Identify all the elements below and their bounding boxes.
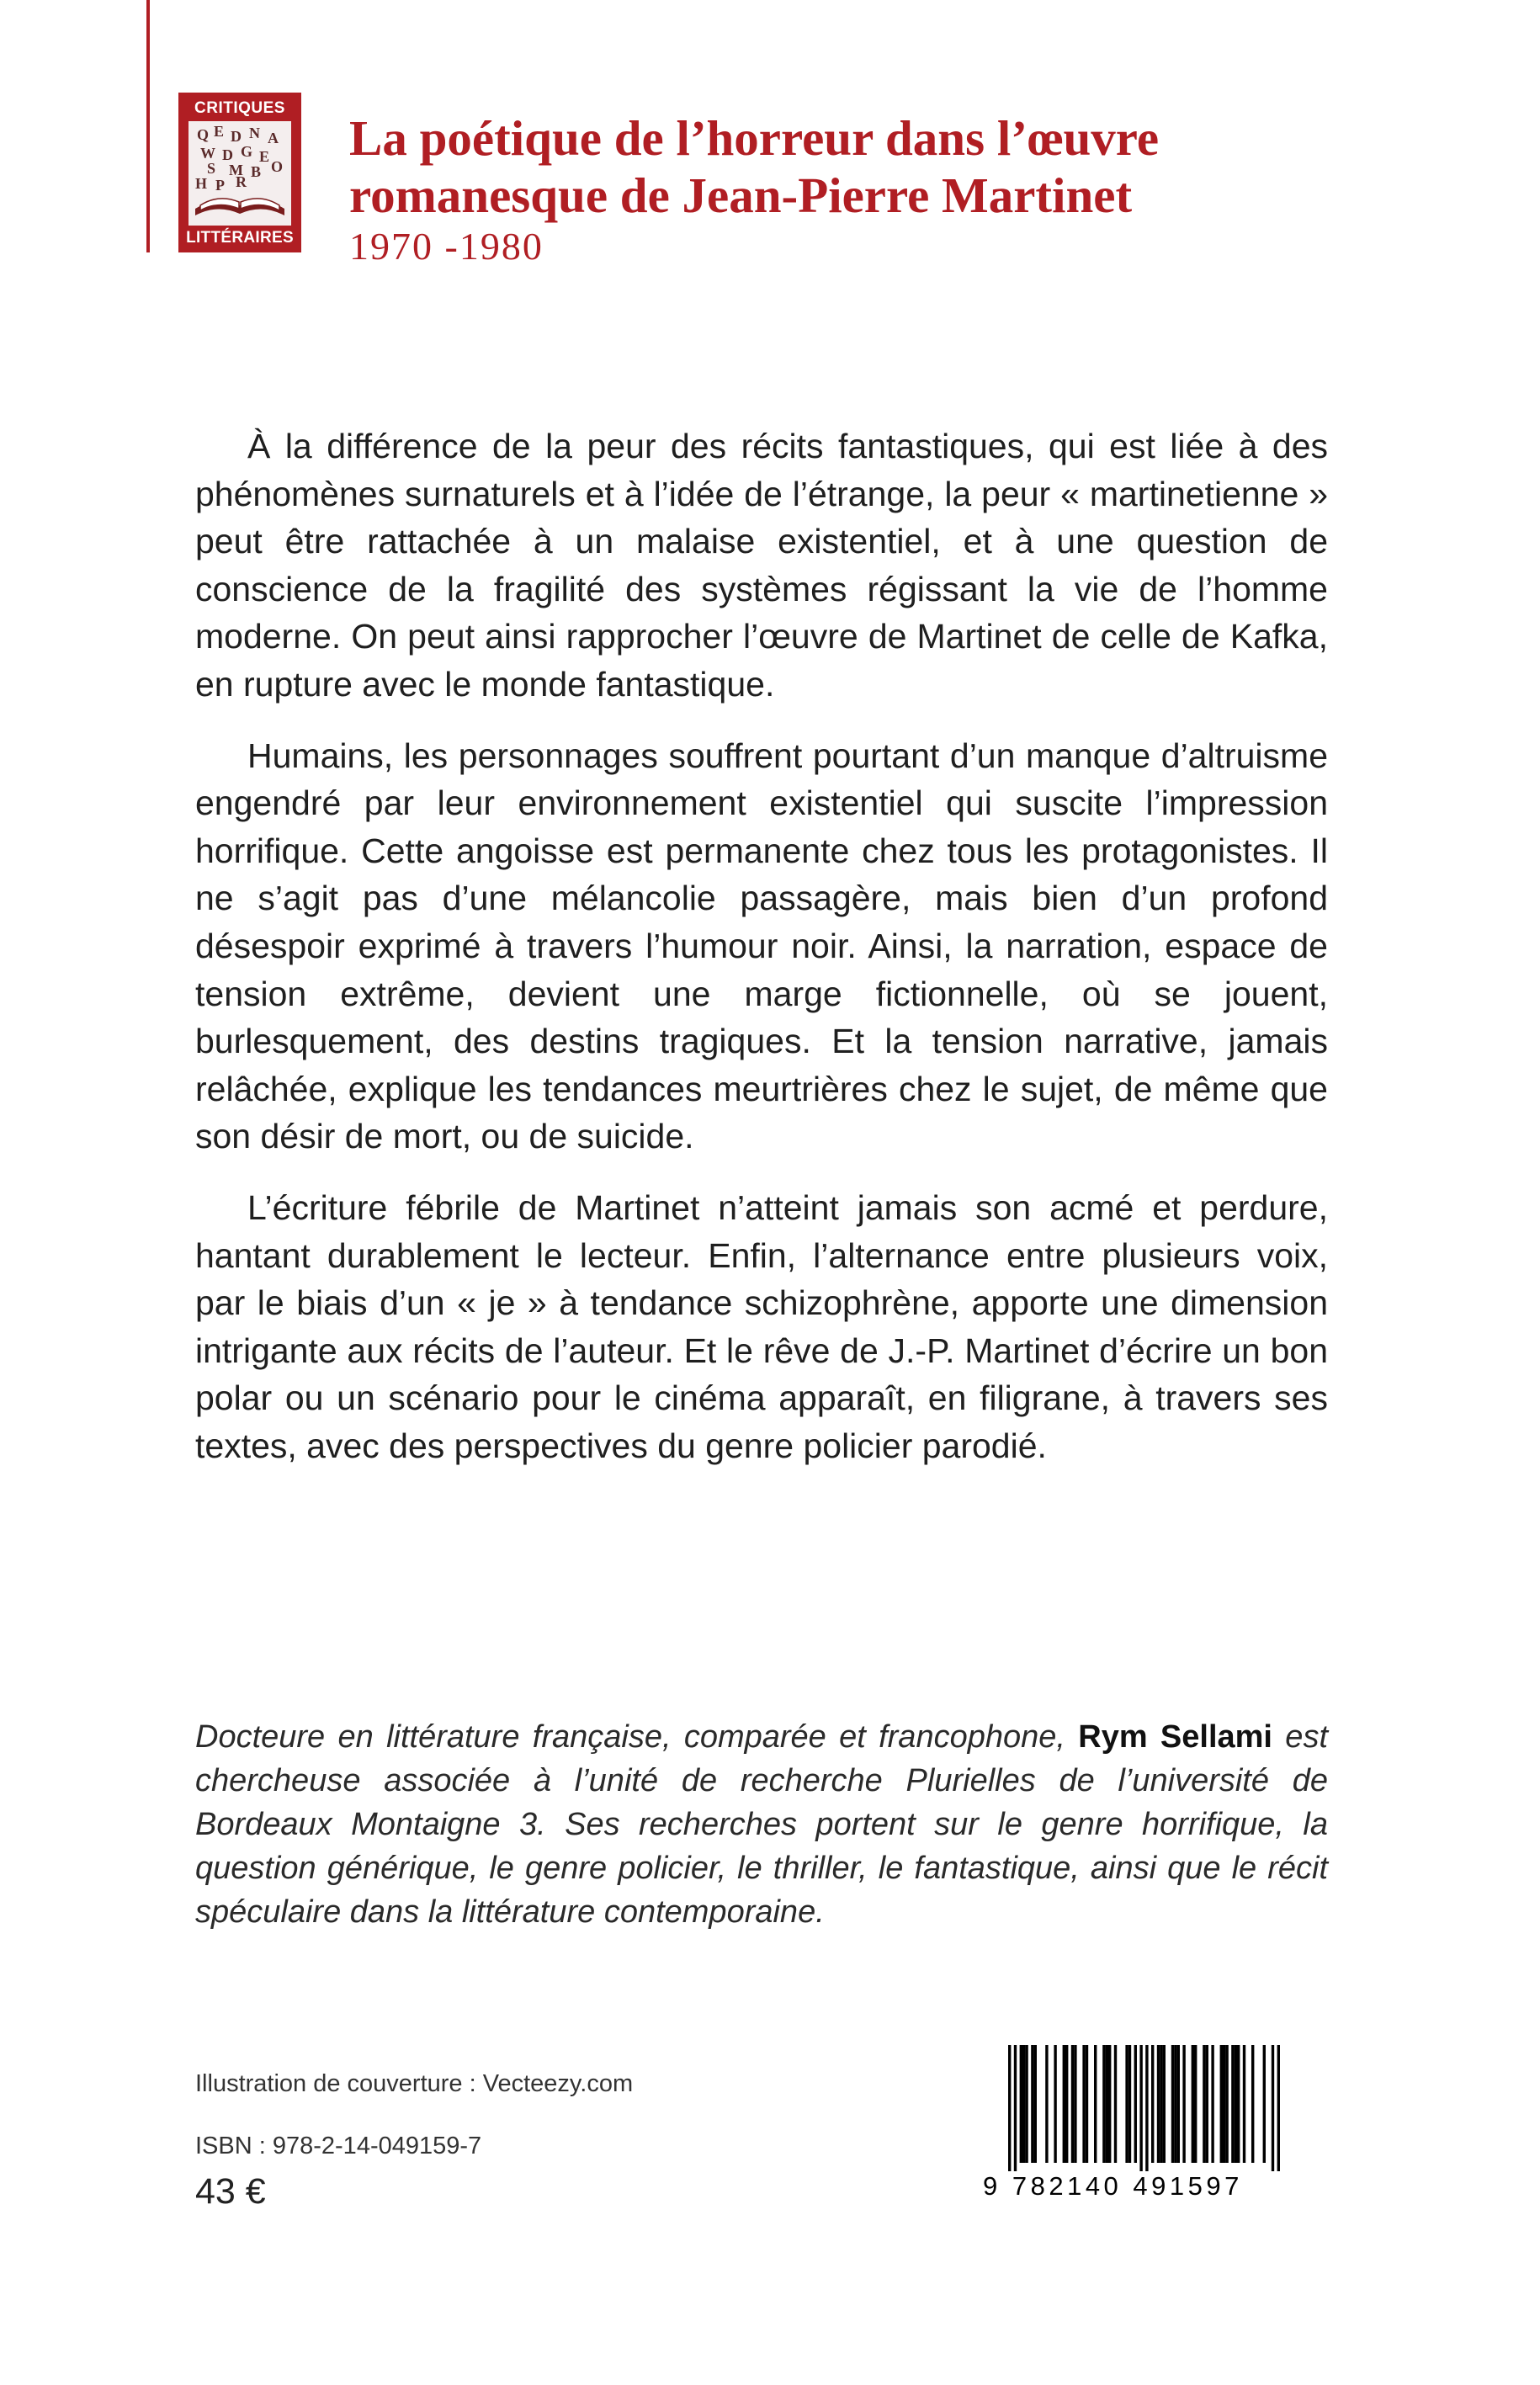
- svg-text:E: E: [259, 148, 270, 165]
- isbn: ISBN : 978-2-14-049159-7: [195, 2133, 482, 2159]
- barcode-bar: [1082, 2045, 1085, 2163]
- svg-text:D: D: [222, 146, 233, 163]
- barcode-bar: [1192, 2045, 1194, 2163]
- barcode-bar: [1031, 2045, 1033, 2163]
- barcode-bar: [1182, 2045, 1185, 2163]
- barcode-bar: [1223, 2045, 1225, 2163]
- book-summary: [195, 422, 1328, 1493]
- price: 43 €: [195, 2171, 266, 2212]
- book-title: [349, 109, 1443, 224]
- svg-text:M: M: [229, 162, 243, 178]
- series-logo-line2: LITTÉRAIRES: [186, 229, 294, 247]
- barcode-bar: [1211, 2045, 1213, 2163]
- svg-text:R: R: [236, 173, 247, 190]
- barcode-bar: [1145, 2045, 1148, 2171]
- barcode-bar: [1054, 2045, 1056, 2163]
- barcode-bar: [1231, 2045, 1234, 2163]
- barcode-bar: [1014, 2045, 1017, 2171]
- svg-text:H: H: [195, 175, 208, 192]
- barcode-bar: [1114, 2045, 1117, 2163]
- barcode-bar: [1177, 2045, 1180, 2163]
- barcode-bar: [1151, 2045, 1154, 2163]
- barcode-bar: [1220, 2045, 1223, 2163]
- svg-text:B: B: [251, 163, 262, 180]
- author-name: Rym Sellami: [1078, 1719, 1272, 1755]
- barcode-bar: [1134, 2045, 1137, 2163]
- barcode-bar: [1086, 2045, 1088, 2163]
- barcode-bar: [1263, 2045, 1266, 2163]
- barcode-bar: [1174, 2045, 1176, 2163]
- summary-paragraph-2: Humains, les personnages souffrent pourtant d’un manque d’altruisme engendré par leur environnement existentiel qui suscite l’impression horrifique. Cette angoisse est permanente chez tous les protagonistes. Il ne s’agit pas d’une mélancolie passagère, mais bien d’un profond désespoir exprimé à travers l’humour noir. Ainsi, la narration, espace de tension extrême, devient une marge fictionnelle, où se jouent, burlesquement, des destins tragiques. Et la tension narrative, jamais relâchée, explique les tendances meurtrières chez le sujet, de même que son désir de mort, ou de suicide.: [195, 736, 1328, 1156]
- barcode-bar: [1157, 2045, 1160, 2163]
- barcode-bar: [1139, 2045, 1142, 2171]
- cover-credit: Illustration de couverture : Vecteezy.com: [195, 2070, 634, 2097]
- author-bio-intro: Docteure en littérature française, comparée et francophone,: [195, 1719, 1079, 1755]
- barcode-digits: 9 782140 491597: [983, 2171, 1243, 2201]
- barcode-bar: [1102, 2045, 1105, 2163]
- svg-text:D: D: [231, 128, 242, 145]
- barcode-bar: [1065, 2045, 1068, 2163]
- barcode-bar: [1277, 2045, 1280, 2171]
- svg-text:A: A: [268, 130, 279, 146]
- barcode-bar: [1025, 2045, 1028, 2163]
- barcode-bar: [1243, 2045, 1245, 2163]
- barcode-bar: [1194, 2045, 1197, 2163]
- barcode-bar: [1160, 2045, 1162, 2163]
- author-bio: [195, 1715, 1328, 1934]
- barcode-bar: [1071, 2045, 1074, 2163]
- svg-text:S: S: [207, 160, 216, 177]
- barcode-bar: [1034, 2045, 1037, 2163]
- barcode-bar: [1106, 2045, 1108, 2163]
- author-bio-rest: est chercheuse associée à l’unité de recherche Plurielles de l’université de Bordeaux Montaigne 3. Ses recherches portent sur le genre horrifique, la question générique, le genre policier, le thriller, le fantastique, ainsi que le récit spéculaire dans la littérature contemporaine.: [195, 1719, 1328, 1930]
- barcode-bar: [1125, 2045, 1128, 2163]
- svg-text:W: W: [200, 145, 215, 162]
- svg-text:Q: Q: [197, 126, 210, 143]
- barcode-bar: [1063, 2045, 1065, 2163]
- book-title-line2: romanesque de Jean-Pierre Martinet: [349, 167, 1133, 223]
- accent-rule: [146, 0, 150, 252]
- barcode-bar: [1225, 2045, 1228, 2163]
- barcode-bar: [1206, 2045, 1208, 2163]
- open-book-icon: [189, 121, 291, 226]
- series-logo: [178, 93, 301, 252]
- summary-paragraph-3: L’écriture fébrile de Martinet n’atteint jamais son acmé et perdure, hantant durablement le lecteur. Enfin, l’alternance entre plusieurs voix, par le biais d’un « je » à tendance schizophrène, apporte une dimension intrigante aux récits de l’auteur. Et le rêve de J.-P. Martinet d’écrire un bon polar ou un scénario pour le cinéma apparaît, en filigrane, à travers ses textes, avec des perspectives du genre policier parodié.: [195, 1187, 1328, 1465]
- svg-text:N: N: [249, 125, 260, 141]
- svg-text:E: E: [214, 123, 225, 140]
- book-title-line1: La poétique de l’horreur dans l’œuvre: [349, 110, 1160, 166]
- barcode-bar: [1094, 2045, 1097, 2163]
- book-subtitle-years: 1970 -1980: [349, 225, 544, 268]
- summary-paragraph-1: À la différence de la peur des récits fantastiques, qui est liée à des phénomènes surnaturels et à l’idée de l’étrange, la peur « martinetienne » peut être rattachée à un malaise existentiel, et à une question de conscience de la fragilité des systèmes régissant la vie de l’homme moderne. On peut ainsi rapprocher l’œuvre de Martinet de celle de Kafka, en rupture avec le monde fantastique.: [195, 427, 1328, 704]
- barcode-bar: [1020, 2045, 1022, 2163]
- barcode-bar: [1108, 2045, 1111, 2163]
- barcode-bar: [1171, 2045, 1174, 2163]
- barcode-bar: [1008, 2045, 1011, 2171]
- svg-text:G: G: [241, 143, 253, 160]
- barcode-bar: [1235, 2045, 1237, 2163]
- series-logo-line1: CRITIQUES: [194, 99, 285, 117]
- barcode-bar: [1128, 2045, 1131, 2163]
- barcode-bar: [1022, 2045, 1025, 2163]
- barcode-bar: [1074, 2045, 1076, 2163]
- ean13-barcode-icon: [983, 2045, 1320, 2213]
- barcode-bar: [1163, 2045, 1166, 2163]
- barcode-bar: [1203, 2045, 1205, 2163]
- barcode-bar: [1237, 2045, 1240, 2163]
- barcode-bar: [1045, 2045, 1048, 2163]
- svg-text:O: O: [271, 158, 284, 175]
- barcode-bar: [1251, 2045, 1254, 2163]
- svg-text:P: P: [215, 177, 225, 194]
- barcode-bar: [1272, 2045, 1274, 2171]
